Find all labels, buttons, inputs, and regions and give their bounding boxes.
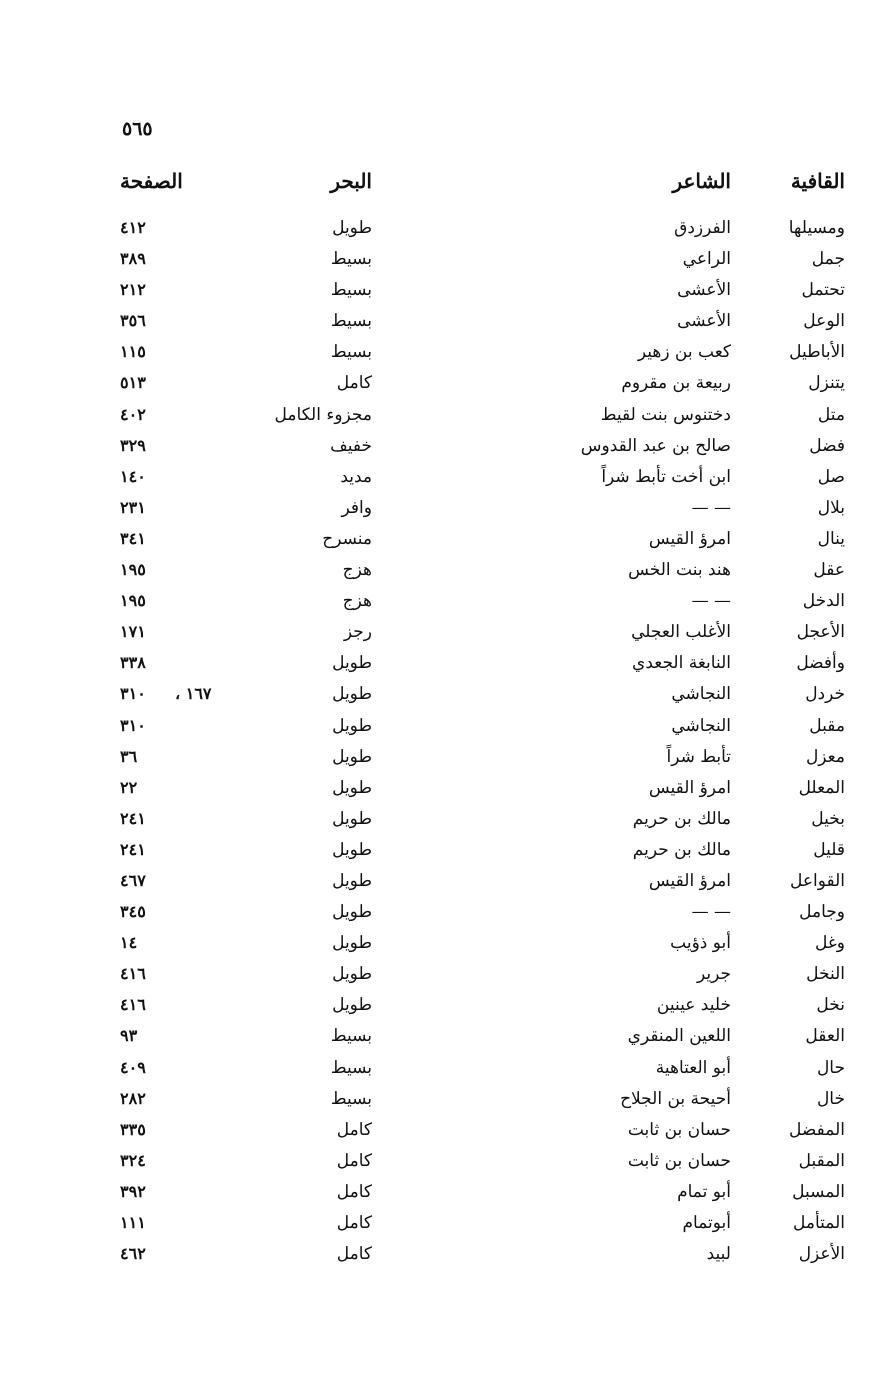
rhyme-cell: بخيل (811, 808, 845, 829)
page-cell: ٥١٣ (120, 373, 146, 393)
rhyme-cell: مقبل (809, 715, 845, 736)
poet-cell: امرؤ القيس (648, 528, 731, 549)
page-cell: ٣٤٥ (120, 902, 146, 922)
meter-cell: طويل (332, 870, 372, 891)
table-row (0, 742, 879, 773)
meter-cell: طويل (332, 808, 372, 829)
poet-cell: خليد عينين (656, 995, 731, 1016)
poet-cell: ابن أخت تأبط شراً (601, 466, 731, 487)
meter-cell: بسيط (330, 1057, 372, 1078)
rhyme-cell: ينال (817, 528, 845, 549)
meter-cell: كامل (336, 1213, 372, 1233)
poet-cell: أبوتمام (682, 1213, 731, 1233)
poet-cell: أبو ذؤيب (670, 933, 731, 954)
rhyme-cell: الأعزل (798, 1244, 845, 1265)
poet-cell: امرؤ القيس (648, 777, 731, 798)
table-row (0, 1084, 879, 1115)
rhyme-cell: قليل (813, 839, 845, 860)
rhyme-cell: معزل (805, 746, 845, 767)
page-cell: ٣٣٨ (120, 653, 146, 673)
meter-cell: كامل (336, 1244, 372, 1265)
table-row (0, 586, 879, 617)
header-poet: الشاعر (672, 169, 731, 193)
table-row (0, 679, 879, 710)
poet-cell: مالك بن حريم (632, 808, 731, 829)
meter-cell: هزج (342, 560, 372, 581)
header-page: الصفحة (120, 169, 183, 193)
meter-cell: طويل (332, 902, 372, 923)
rhyme-cell: تحتمل (801, 280, 845, 301)
page-cell: ٣٢٤ (120, 1150, 146, 1170)
page-cell: ٣٤١ (120, 528, 146, 548)
meter-cell: طويل (332, 218, 372, 238)
table-row (0, 213, 879, 244)
page-cell: ٣٥٦ (120, 311, 146, 331)
rhyme-cell: الأعجل (796, 622, 845, 643)
meter-cell: بسيط (330, 280, 372, 301)
page-cell: ٤٦٢ (120, 1244, 146, 1264)
poet-cell: صالح بن عبد القدوس (580, 435, 731, 456)
page-cell: ١٩٥ (120, 560, 146, 580)
page-cell: ٢٢ (120, 777, 138, 797)
rhyme-cell: الوعل (803, 311, 845, 332)
rhyme-cell: خال (816, 1088, 845, 1109)
page-cell: ٢٤١ (120, 839, 146, 859)
rhyme-cell: النخل (806, 964, 845, 985)
table-row (0, 648, 879, 679)
meter-cell: خفيف (330, 435, 372, 456)
meter-cell: وافر (341, 497, 372, 518)
header-rhyme: القافية (790, 169, 845, 193)
poet-cell: تأبط شراً (666, 746, 731, 767)
meter-cell: منسرح (322, 528, 372, 549)
poet-cell: حسان بن ثابت (627, 1119, 731, 1140)
meter-cell: مجزوء الكامل (274, 404, 372, 425)
table-row (0, 990, 879, 1021)
meter-cell: رجز (343, 622, 372, 643)
poet-cell: الأعشى (677, 280, 731, 301)
poet-cell: دختنوس بنت لقيط (600, 404, 731, 425)
rhyme-cell: يتنزل (808, 373, 845, 394)
table-row (0, 959, 879, 990)
table-row (0, 275, 879, 306)
table-row (0, 524, 879, 555)
page-cell: ٢٣١ (120, 497, 146, 517)
meter-cell: بسيط (330, 342, 372, 363)
page-cell: ١٤٠ (120, 466, 146, 486)
page-cell: ٤٦٧ (120, 870, 146, 890)
rhyme-cell: الدخل (802, 591, 845, 612)
meter-cell: طويل (332, 839, 372, 860)
rhyme-cell: المعلل (798, 777, 845, 798)
page-cell: ٢٤١ (120, 808, 146, 828)
poet-cell: امرؤ القيس (648, 870, 731, 891)
meter-cell: بسيط (330, 249, 372, 270)
meter-cell: طويل (332, 746, 372, 767)
rhyme-cell: وغل (815, 933, 845, 954)
meter-cell: كامل (336, 1181, 372, 1202)
table-row (0, 400, 879, 431)
table-row (0, 711, 879, 742)
page-cell: ١١٥ (120, 342, 146, 362)
rhyme-cell: العقل (805, 1026, 845, 1047)
poet-cell: النجاشي (671, 684, 731, 705)
extra-page-cell: ، ١٦٧ (175, 684, 212, 704)
table-row (0, 1208, 879, 1239)
table-row (0, 368, 879, 399)
table-row (0, 1115, 879, 1146)
meter-cell: كامل (336, 373, 372, 394)
poet-cell: لبيد (706, 1244, 731, 1265)
poet-cell: أبو تمام (677, 1181, 731, 1202)
meter-cell: طويل (332, 777, 372, 798)
table-row (0, 1239, 879, 1270)
meter-cell: كامل (336, 1150, 372, 1171)
poet-cell: ربيعة بن مقروم (621, 373, 731, 394)
meter-cell: طويل (332, 715, 372, 736)
table-row (0, 1021, 879, 1052)
meter-cell: كامل (336, 1119, 372, 1140)
meter-cell: هزج (342, 591, 372, 612)
table-row (0, 555, 879, 586)
table-row (0, 1177, 879, 1208)
poet-cell: — — (691, 902, 731, 923)
meter-cell: طويل (332, 684, 372, 705)
table-row (0, 462, 879, 493)
rhyme-cell: الأباطيل (789, 342, 845, 363)
meter-cell: بسيط (330, 1026, 372, 1047)
page-cell: ١٤ (120, 933, 138, 953)
table-row (0, 835, 879, 866)
page-cell: ١١١ (120, 1213, 146, 1232)
rhyme-cell: وجامل (799, 902, 845, 923)
rhyme-cell: نخل (816, 995, 845, 1016)
header-meter: البحر (330, 169, 372, 193)
rhyme-cell: وأفضل (796, 653, 845, 674)
rhyme-cell: بلال (817, 497, 845, 518)
page-number: ٥٦٥ (122, 118, 153, 140)
meter-cell: طويل (332, 933, 372, 954)
table-row (0, 928, 879, 959)
poet-cell: هند بنت الخس (628, 560, 731, 581)
rhyme-cell: ومسيلها (788, 218, 845, 238)
page-cell: ٤١٦ (120, 995, 146, 1015)
table-header (0, 166, 879, 200)
page-cell: ٤٠٢ (120, 404, 146, 424)
poet-cell: حسان بن ثابت (627, 1150, 731, 1171)
meter-cell: بسيط (330, 1088, 372, 1109)
page-cell: ٩٣ (120, 1026, 138, 1046)
rhyme-cell: المسبل (792, 1181, 845, 1202)
rhyme-cell: خردل (805, 684, 845, 705)
table-row (0, 617, 879, 648)
page-cell: ٤١٦ (120, 964, 146, 984)
page-cell: ١٩٥ (120, 591, 146, 611)
poet-cell: — — (691, 591, 731, 612)
table-row (0, 1053, 879, 1084)
meter-cell: طويل (332, 995, 372, 1016)
page-cell: ٤١٢ (120, 218, 146, 237)
rhyme-cell: القواعل (789, 870, 845, 891)
page-cell: ٢١٢ (120, 280, 146, 300)
poet-cell: أحيحة بن الجلاح (620, 1088, 731, 1109)
page-cell: ٣١٠ (120, 684, 146, 704)
poet-cell: مالك بن حريم (632, 839, 731, 860)
meter-cell: بسيط (330, 311, 372, 332)
rhyme-cell: حال (816, 1057, 845, 1078)
meter-cell: طويل (332, 653, 372, 674)
page-cell: ٣٣٥ (120, 1119, 146, 1139)
rhyme-cell: جمل (811, 249, 845, 270)
rhyme-cell: عقل (813, 560, 845, 581)
rhyme-cell: متل (817, 404, 845, 425)
page-cell: ٣٦ (120, 746, 138, 766)
table-row (0, 337, 879, 368)
page-cell: ١٧١ (120, 622, 146, 642)
poet-cell: الراعي (682, 249, 731, 270)
poet-cell: جرير (697, 964, 731, 985)
poet-cell: الفرزدق (674, 218, 731, 238)
table-row (0, 244, 879, 275)
table-row (0, 1146, 879, 1177)
table-row (0, 431, 879, 462)
table-row (0, 866, 879, 897)
rhyme-cell: المقبل (798, 1150, 845, 1171)
table-row (0, 493, 879, 524)
rhyme-cell: صل (817, 466, 845, 487)
table-row (0, 773, 879, 804)
poet-cell: كعب بن زهير (637, 342, 731, 363)
rhyme-cell: فضل (809, 435, 845, 456)
table-row (0, 897, 879, 928)
page-cell: ٣٨٩ (120, 249, 146, 269)
rhyme-cell: المفضل (789, 1119, 845, 1140)
poet-cell: اللعين المنقري (627, 1026, 731, 1047)
page-cell: ٣١٠ (120, 715, 146, 735)
meter-cell: مديد (340, 466, 372, 487)
poet-cell: — — (691, 497, 731, 518)
table-row (0, 306, 879, 337)
poet-cell: النجاشي (671, 715, 731, 736)
table-row (0, 804, 879, 835)
poet-cell: الأعشى (677, 311, 731, 332)
index-table (0, 213, 879, 1270)
page-cell: ٤٠٩ (120, 1057, 146, 1077)
page-cell: ٣٩٢ (120, 1181, 146, 1201)
page-cell: ٢٨٢ (120, 1088, 146, 1108)
poet-cell: الأغلب العجلي (631, 622, 731, 643)
poet-cell: النابغة الجعدي (632, 653, 731, 674)
page-cell: ٣٢٩ (120, 435, 146, 455)
meter-cell: طويل (332, 964, 372, 985)
poet-cell: أبو العتاهية (655, 1057, 731, 1078)
rhyme-cell: المتأمل (792, 1213, 845, 1233)
